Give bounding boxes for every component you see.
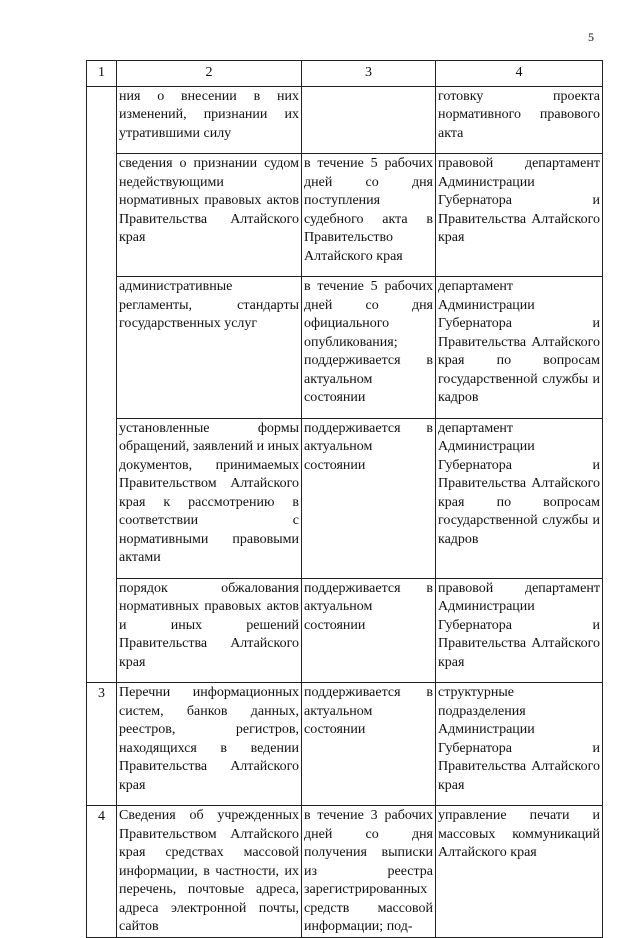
- table-row: [87, 683, 603, 806]
- responsible-cell: готовку проекта нормативного правового акта: [436, 86, 603, 154]
- row-number-cell: 4: [87, 806, 117, 938]
- table-row: [87, 277, 603, 419]
- responsible-cell: структурные подразделения Администрации Губернатора и Правительства Алтайского края: [436, 683, 603, 806]
- update-period-cell: поддерживается в актуальном состоянии: [302, 418, 436, 578]
- table-row: [87, 154, 603, 277]
- table-row: [87, 418, 603, 578]
- row-number-cell: [87, 86, 117, 683]
- update-period-cell: поддерживается в актуальном состоянии: [302, 683, 436, 806]
- table-row: [87, 86, 603, 154]
- information-type-cell: административные регламенты, стандарты государственных услуг: [117, 277, 302, 419]
- information-type-cell: Сведения об учрежденных Правительством Алтайского края средствах массовой информации, в частности, их перечень, почтовые адреса, адреса электронной почты, сайтов: [117, 806, 302, 938]
- update-period-cell: в течение 5 рабочих дней со дня поступления судебного акта в Правительство Алтайского края: [302, 154, 436, 277]
- page-number: 5: [588, 30, 594, 44]
- information-type-cell: установленные формы обращений, заявлений и иных документов, принимаемых Правительством Алтайского края к рассмотрению в соответствии с нормативными правовыми актами: [117, 418, 302, 578]
- column-header: 3: [302, 61, 436, 87]
- information-type-cell: порядок обжалования нормативных правовых актов и иных решений Правительства Алтайского края: [117, 578, 302, 683]
- update-period-cell: поддерживается в актуальном состоянии: [302, 578, 436, 683]
- information-type-cell: сведения о признании судом недействующими нормативных правовых актов Правительства Алтайского края: [117, 154, 302, 277]
- information-table: [86, 60, 603, 938]
- information-type-cell: ния о внесении в них изменений, признании их утратившими силу: [117, 86, 302, 154]
- column-header: 2: [117, 61, 302, 87]
- update-period-cell: в течение 3 рабочих дней со дня получения выписки из реестра зарегистрированных средств массовой информации; под-: [302, 806, 436, 938]
- update-period-cell: в течение 5 рабочих дней со дня официального опубликования; поддерживается в актуальном состоянии: [302, 277, 436, 419]
- table-row: [87, 578, 603, 683]
- table-row: [87, 806, 603, 938]
- responsible-cell: департамент Администрации Губернатора и Правительства Алтайского края по вопросам государственной службы и кадров: [436, 277, 603, 419]
- responsible-cell: управление печати и массовых коммуникаций Алтайского края: [436, 806, 603, 938]
- column-header: 4: [436, 61, 603, 87]
- responsible-cell: правовой департамент Администрации Губернатора и Правительства Алтайского края: [436, 154, 603, 277]
- update-period-cell: [302, 86, 436, 154]
- column-header: 1: [87, 61, 117, 87]
- information-type-cell: Перечни информационных систем, банков данных, реестров, регистров, находящихся в ведении Правительства Алтайского края: [117, 683, 302, 806]
- responsible-cell: департамент Администрации Губернатора и Правительства Алтайского края по вопросам государственной службы и кадров: [436, 418, 603, 578]
- table-header-row: [87, 61, 603, 87]
- row-number-cell: 3: [87, 683, 117, 806]
- responsible-cell: правовой департамент Администрации Губернатора и Правительства Алтайского края: [436, 578, 603, 683]
